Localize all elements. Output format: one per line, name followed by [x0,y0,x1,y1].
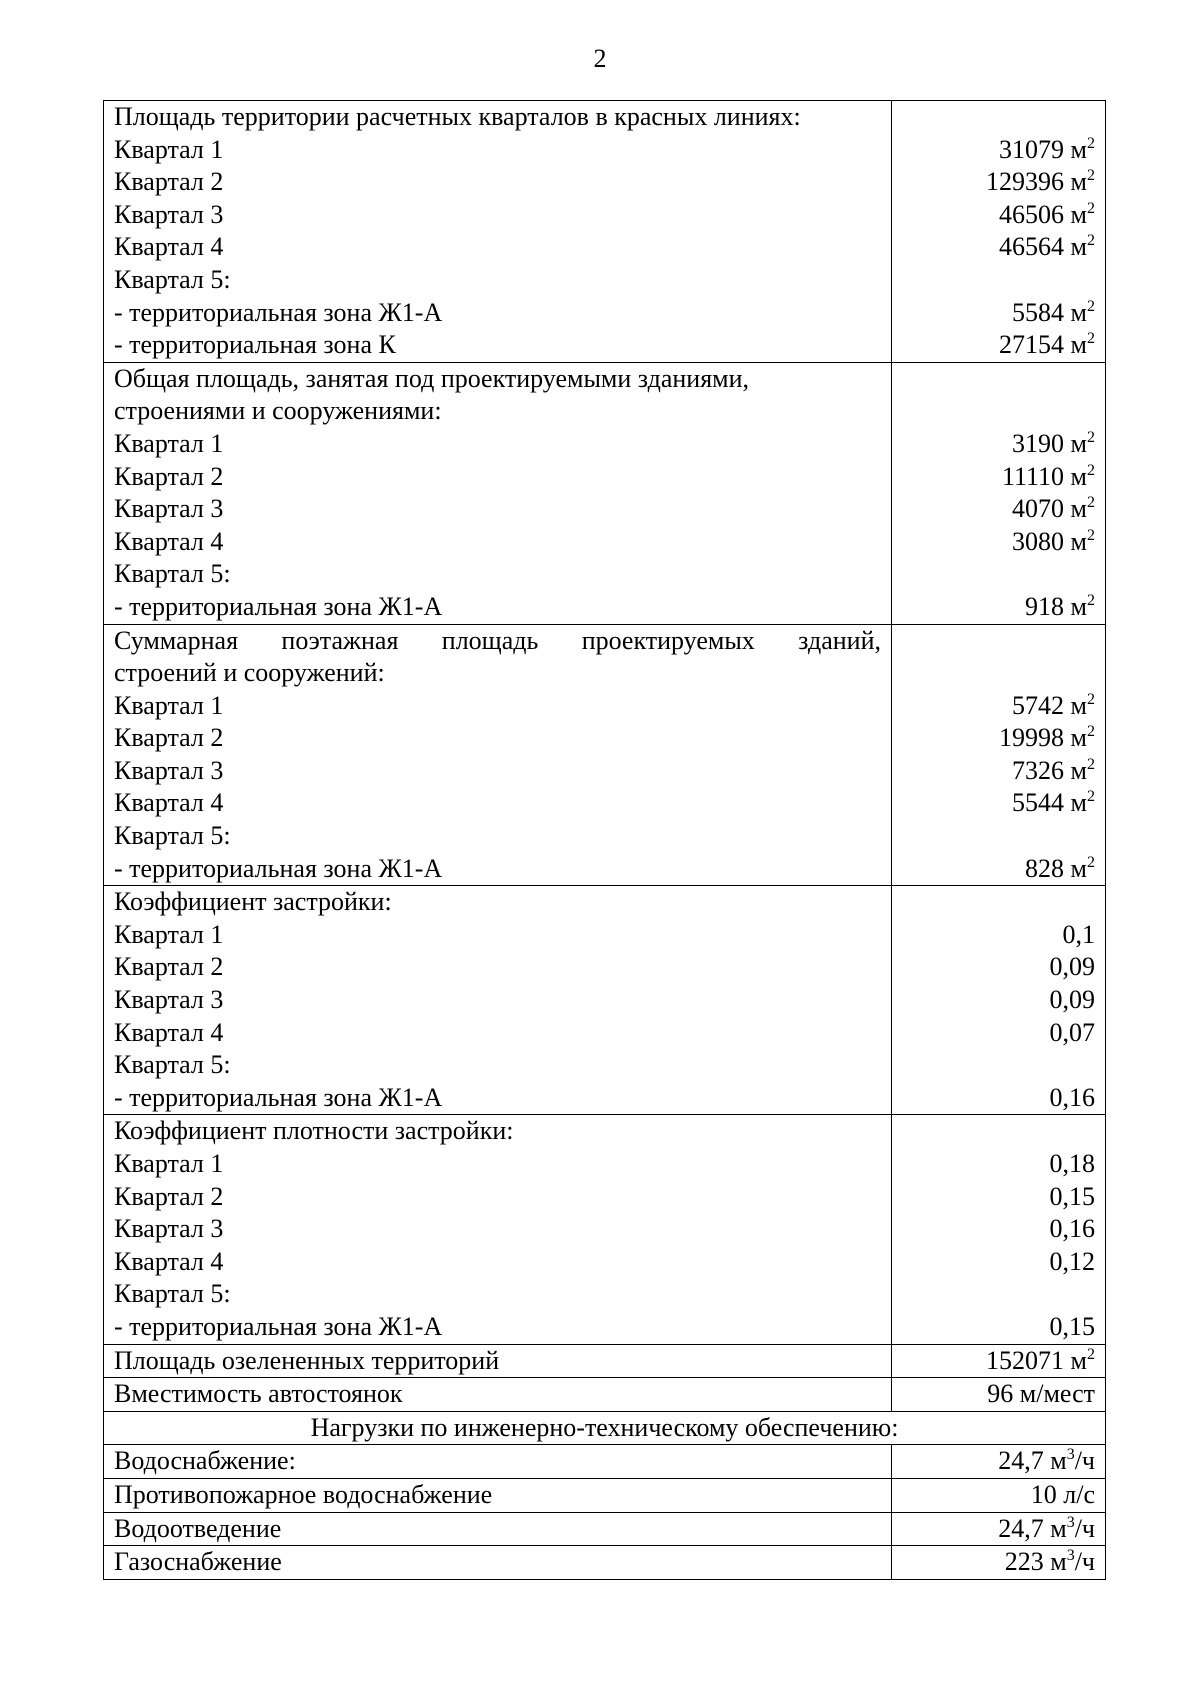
row-label: Квартал 3 [114,1214,224,1244]
value-unit-tail: /ч [1074,1547,1095,1577]
value-number: 7326 [1012,755,1065,785]
value-unit-exponent: 2 [1087,853,1095,871]
value-unit: м [1064,853,1087,883]
value-number: 0,07 [1049,1017,1095,1047]
value-unit: м [1064,297,1087,327]
table-row [104,1378,1106,1412]
row-value [902,461,1095,494]
value-number: 31079 [999,134,1065,164]
value-unit: м [1064,591,1087,621]
value-number: 3080 [1012,526,1065,556]
section-label-cell [104,101,892,363]
indicators-table-body [104,101,1106,1580]
section-heading-line: Общая площадь, занятая под проектируемыми зданиями, [114,363,750,393]
row-value [902,1246,1095,1279]
value-unit-exponent: 2 [1087,1345,1095,1363]
value-unit: м [1064,232,1087,262]
row-value [902,591,1095,624]
section-value-cell [892,101,1106,363]
table-row [104,1344,1106,1378]
row-value [902,951,1095,984]
section-value-cell [892,886,1106,1115]
value-unit-tail: /ч [1074,1446,1095,1476]
value-unit-exponent: 2 [1087,461,1095,479]
value-number: 19998 [999,723,1065,753]
value-unit: м [1064,1345,1087,1375]
row-value [902,297,1095,330]
row-value [902,264,1095,297]
row-label: Газоснабжение [104,1546,892,1580]
row-label: Противопожарное водоснабжение [104,1478,892,1512]
row-label: Квартал 1 [114,428,224,458]
row-value [902,1278,1095,1311]
row-label: Квартал 3 [114,755,224,785]
row-value [902,1148,1095,1181]
value-unit: м [1064,723,1087,753]
row-value [902,526,1095,559]
value-number: 96 м/мест [987,1379,1095,1409]
value-number: 5584 [1012,297,1065,327]
value-unit: м [1064,526,1087,556]
row-value [902,755,1095,788]
section-row [104,362,1106,624]
row-label: Квартал 4 [114,788,224,818]
value-number: 5742 [1012,690,1065,720]
section-heading-line: Коэффициент застройки: [114,887,392,917]
row-label: Квартал 1 [114,134,224,164]
value-unit-exponent: 2 [1087,330,1095,348]
row-label: Водоотведение [104,1512,892,1546]
value-unit: м [1064,494,1087,524]
table-row [104,1478,1106,1512]
row-value [902,134,1095,167]
value-unit-exponent: 3 [1066,1547,1075,1565]
row-value [902,1181,1095,1214]
value-number: 0,15 [1049,1311,1095,1341]
row-value [902,231,1095,264]
row-value [902,1049,1095,1082]
section-heading-line: строений и сооружений: [114,658,385,688]
table-row [104,1546,1106,1580]
row-value [902,787,1095,820]
section-label-cell [104,624,892,886]
value-unit: м [1064,167,1087,197]
section-heading-spacer [902,395,1095,428]
value-number: 918 [1025,591,1065,621]
value-unit: м [1064,755,1087,785]
value-number: 223 [1004,1547,1044,1577]
value-unit-exponent: 2 [1087,167,1095,185]
value-unit-exponent: 3 [1066,1446,1075,1464]
value-unit-exponent: 2 [1087,526,1095,544]
value-number: 0,15 [1049,1181,1095,1211]
section-row [104,1115,1106,1344]
section-heading-spacer [902,625,1095,658]
value-unit-exponent: 2 [1087,199,1095,217]
row-label: Квартал 1 [114,1149,224,1178]
value-number: 0,1 [1062,919,1095,949]
value-unit-exponent: 3 [1066,1513,1075,1531]
row-value [902,1082,1095,1115]
row-label: Квартал 2 [114,723,224,753]
row-value [902,690,1095,723]
loads-heading-row [104,1411,1106,1445]
row-value [902,820,1095,853]
section-heading-spacer [902,101,1095,134]
row-label: Квартал 4 [114,232,224,262]
row-label: Квартал 1 [114,690,224,720]
row-label: Квартал 3 [114,199,224,229]
row-value [902,1311,1095,1344]
section-label-cell [104,362,892,624]
row-label: Квартал 3 [114,985,224,1015]
row-label: Квартал 4 [114,1017,224,1047]
row-label: Квартал 3 [114,494,224,524]
row-label: - территориальная зона Ж1-А [114,591,443,621]
row-value [902,493,1095,526]
section-row [104,886,1106,1115]
value-unit: м [1064,428,1087,458]
row-value [902,1213,1095,1246]
section-heading-spacer [902,1115,1095,1148]
row-value [892,1546,1106,1580]
section-heading-spacer [902,657,1095,690]
row-label: - территориальная зона Ж1-А [114,1082,443,1112]
section-heading-line: строениями и сооружениями: [114,396,442,426]
row-value [902,166,1095,199]
row-label: - территориальная зона К [114,330,396,360]
indicators-table [103,100,1106,1580]
row-label: - территориальная зона Ж1-А [114,297,443,327]
table-row [104,1512,1106,1546]
row-value [892,1378,1106,1412]
section-heading-line: Коэффициент плотности застройки: [114,1116,514,1146]
value-unit: м [1064,788,1087,818]
section-value-cell [892,362,1106,624]
value-number: 5544 [1012,788,1065,818]
value-number: 0,16 [1049,1082,1095,1112]
value-number: 0,16 [1049,1214,1095,1244]
value-number: 828 [1025,853,1065,883]
value-number: 11110 [1001,461,1065,491]
section-heading-line: Суммарная поэтажная площадь проектируемых зданий, [114,625,881,655]
loads-heading: Нагрузки по инженерно-техническому обеспечению: [104,1411,1106,1445]
value-unit-tail: /ч [1074,1513,1095,1543]
row-label: Квартал 5: [114,559,231,589]
row-label: Квартал 4 [114,526,224,556]
value-number: 27154 [999,330,1065,360]
value-number: 0,09 [1049,985,1095,1015]
value-unit-exponent: 2 [1087,755,1095,773]
value-unit-exponent: 2 [1087,788,1095,806]
value-unit: м [1064,330,1087,360]
value-number: 129396 [986,167,1065,197]
row-label: Квартал 5: [114,1279,231,1309]
row-label: Квартал 2 [114,952,224,982]
row-value [892,1445,1106,1479]
value-number: 24,7 [998,1446,1044,1476]
row-value [902,428,1095,461]
row-value [902,984,1095,1017]
value-number: 4070 [1012,494,1065,524]
row-label: Квартал 2 [114,167,224,197]
value-unit: м [1064,690,1087,720]
value-unit-exponent: 2 [1087,428,1095,446]
value-unit: м [1043,1513,1067,1543]
table-row [104,1445,1106,1479]
row-value [892,1512,1106,1546]
row-label: - территориальная зона Ж1-А [114,1311,443,1341]
row-label: Квартал 5: [114,264,231,294]
section-heading-spacer [902,363,1095,396]
value-unit: м [1043,1547,1067,1577]
section-heading-spacer [902,886,1095,919]
row-label: Площадь озелененных территорий [104,1344,892,1378]
value-number: 152071 [986,1345,1065,1375]
section-label-cell [104,1115,892,1344]
row-value [902,558,1095,591]
value-unit-exponent: 2 [1087,232,1095,250]
value-unit: м [1064,461,1087,491]
value-unit-exponent: 2 [1087,690,1095,708]
value-unit-exponent: 2 [1087,297,1095,315]
row-value [902,722,1095,755]
row-label: Квартал 1 [114,919,224,949]
row-value [892,1478,1106,1512]
value-number: 3190 [1012,428,1065,458]
row-label: Квартал 2 [114,1181,224,1211]
value-unit-exponent: 2 [1087,494,1095,512]
value-number: 0,18 [1049,1149,1095,1178]
section-row [104,101,1106,363]
page-number: 2 [593,44,607,73]
row-label: - территориальная зона Ж1-А [114,853,443,883]
section-heading-line: Площадь территории расчетных кварталов в красных линиях: [114,102,801,131]
section-label-cell [104,886,892,1115]
section-value-cell [892,624,1106,886]
value-number: 24,7 [998,1513,1044,1543]
row-value [902,1017,1095,1050]
value-number: 46564 [999,232,1065,262]
section-value-cell [892,1115,1106,1344]
row-value [902,329,1095,362]
value-unit: м [1064,134,1087,164]
row-value [902,853,1095,886]
value-number: 0,12 [1049,1246,1095,1276]
value-unit-exponent: 2 [1087,134,1095,152]
section-row [104,624,1106,886]
row-value [892,1344,1106,1378]
row-value [902,919,1095,952]
row-value [902,199,1095,232]
value-number: 46506 [999,199,1065,229]
row-label: Квартал 4 [114,1246,224,1276]
row-label: Водоснабжение: [104,1445,892,1479]
value-number: 0,09 [1049,952,1095,982]
value-unit-exponent: 2 [1087,723,1095,741]
value-unit: м [1043,1446,1067,1476]
row-label: Вместимость автостоянок [104,1378,892,1412]
row-label: Квартал 2 [114,461,224,491]
value-unit-exponent: 2 [1087,591,1095,609]
value-number: 10 л/с [1030,1479,1095,1509]
row-label: Квартал 5: [114,821,231,851]
value-unit: м [1064,199,1087,229]
row-label: Квартал 5: [114,1050,231,1080]
